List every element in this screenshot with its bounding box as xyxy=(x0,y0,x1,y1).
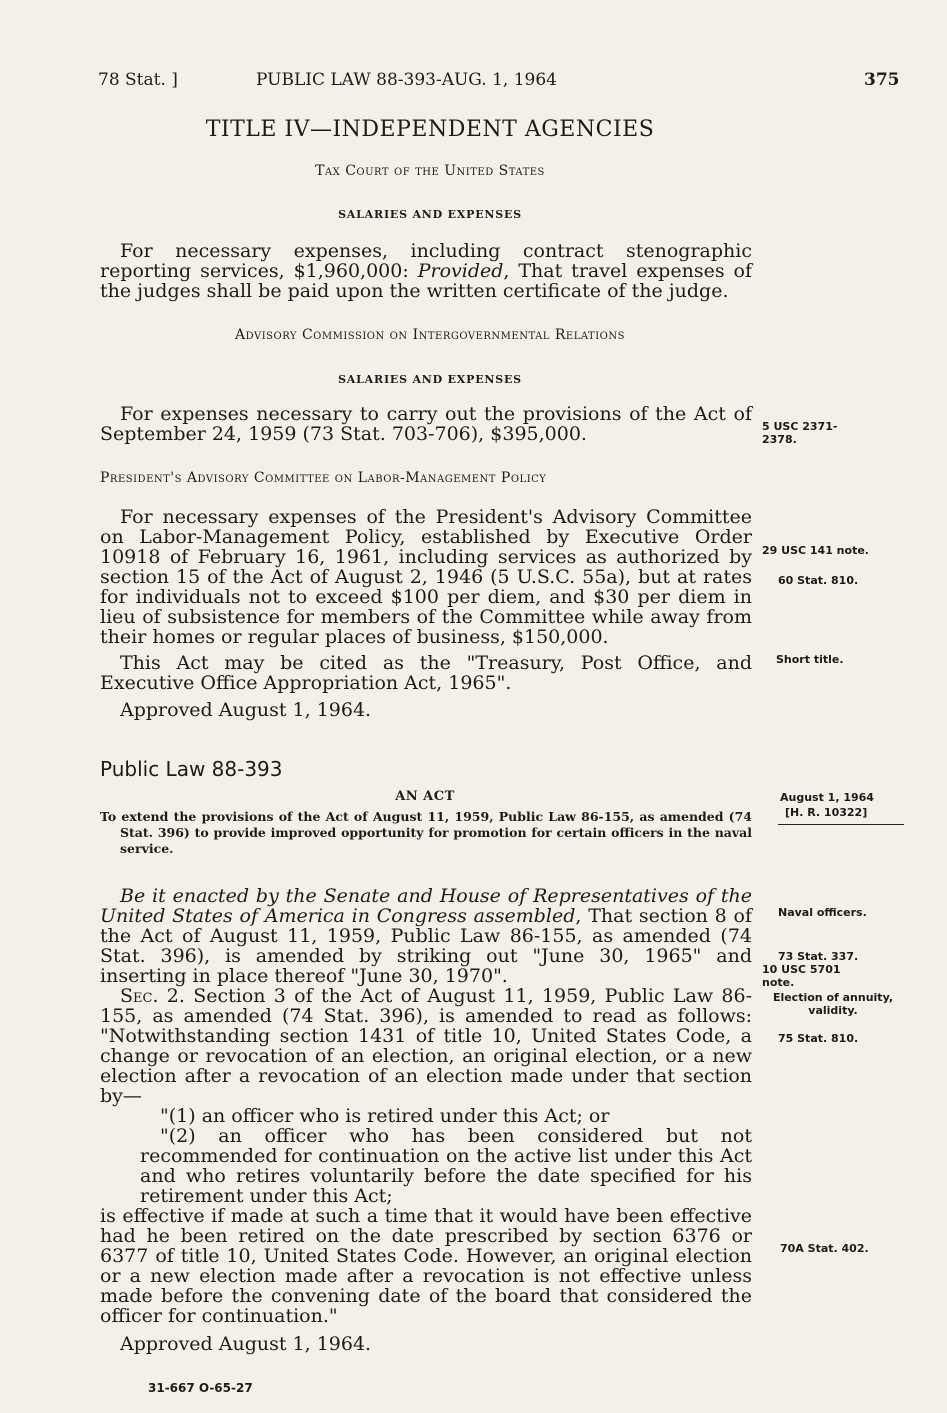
margin-note-10usc: 10 USC 5701 note. xyxy=(762,963,841,989)
margin-note-29usc: 29 USC 141 note. xyxy=(762,544,869,557)
enacting-clause: Be it enacted by the Senate and House of Representatives of the United States of America in Congress assembled, That section 8 of the Act of August 11, 1959, Public Law 86-155, as amended (74 Stat. 396), is amended by striking out "June 30, 1965" and inserting in place thereof "June 30, 1970". xyxy=(100,885,752,987)
section-2-item-1: "(1) an officer who is retired under this Act; or xyxy=(160,1105,610,1127)
presidents-committee-paragraph: For necessary expenses of the President's Advisory Committee on Labor-Management Policy, established by Executive Order 10918 of February 16, 1961, including services as authorized by section 15 of the Act of August 2, 1946 (5 U.S.C. 55a), but at rates for individuals not to exceed $100 per diem, and $30 per diem in lieu of subsistence for members of the Committee while away from their homes or regular places of business, $150,000. xyxy=(100,506,752,648)
margin-note-date: August 1, 1964 xyxy=(780,791,874,804)
act-heading: AN ACT xyxy=(395,789,455,804)
header-law-title: PUBLIC LAW 88-393-AUG. 1, 1964 xyxy=(256,70,557,90)
section-2-item-2: "(2) an officer who has been considered but not recommended for continuation on the active list under this Act and who retires voluntarily before the date specified for his retirement under this Act; xyxy=(140,1125,752,1207)
margin-note-60stat: 60 Stat. 810. xyxy=(778,574,859,587)
act-purpose: To extend the provisions of the Act of August 11, 1959, Public Law 86-155, as amended (74 Stat. 396) to provide improved opportunity for promotion for certain officers in the naval service. xyxy=(100,809,752,856)
tax-court-heading: Tax Court of the United States xyxy=(315,163,545,179)
header-page-number: 375 xyxy=(864,70,900,90)
margin-note-short-title: Short title. xyxy=(776,653,844,666)
act-body xyxy=(100,886,752,1354)
margin-note-bill: [H. R. 10322] xyxy=(785,806,868,819)
margin-note-70a: 70A Stat. 402. xyxy=(780,1242,869,1255)
margin-rule xyxy=(778,824,904,825)
title-heading: TITLE IV—INDEPENDENT AGENCIES xyxy=(205,117,655,142)
public-law-label: Public Law 88-393 xyxy=(100,757,283,781)
short-title-paragraph: This Act may be cited as the "Treasury, Post Office, and Executive Office Appropriation Act, 1965". Approved August 1, 1964. xyxy=(100,652,752,721)
margin-note-election: Election of annuity, validity. xyxy=(772,991,894,1017)
approved-line-2: Approved August 1, 1964. xyxy=(120,1333,372,1355)
header-volume: 78 Stat. ] xyxy=(98,70,178,90)
advisory-commission-heading: Advisory Commission on Intergovernmental Relations xyxy=(235,327,625,343)
tax-court-paragraph: For necessary expenses, including contract stenographic reporting services, $1,960,000: Provided, That travel expenses of the judges shall be paid upon the written certificate of the judge. xyxy=(100,240,752,302)
footer-code: 31-667 O-65-27 xyxy=(148,1381,253,1395)
advisory-commission-paragraph: For expenses necessary to carry out the provisions of the Act of September 24, 1959 (73 Stat. 703-706), $395,000. xyxy=(100,403,752,445)
section-2: Sec. 2. Section 3 of the Act of August 11, 1959, Public Law 86-155, as amended (74 Stat. 396), is amended to read as follows: "Notwithstanding section 1431 of title 10, United States Code, a change or revocation of an election, an original election, or a new election after a revocation of an election made under that section by— xyxy=(100,985,752,1107)
approved-line-1: Approved August 1, 1964. xyxy=(120,699,372,721)
margin-note-naval-officers: Naval officers. xyxy=(778,906,867,919)
tax-court-subheading: SALARIES AND EXPENSES xyxy=(338,208,522,221)
advisory-commission-subheading: SALARIES AND EXPENSES xyxy=(338,373,522,386)
presidents-committee-heading: President's Advisory Committee on Labor-Management Policy xyxy=(100,470,547,486)
margin-note-75stat: 75 Stat. 810. xyxy=(778,1032,859,1045)
section-2-closing: is effective if made at such a time that it would have been effective had he been retired on the date prescribed by section 6376 or 6377 of title 10, United States Code. However, an original election or a new election made after a revocation is not effective unless made before the convening date of the board that considered the officer for continuation." xyxy=(100,1205,752,1327)
margin-note-73stat: 73 Stat. 337. xyxy=(778,950,859,963)
margin-note-5usc: 5 USC 2371-2378. xyxy=(762,420,838,446)
